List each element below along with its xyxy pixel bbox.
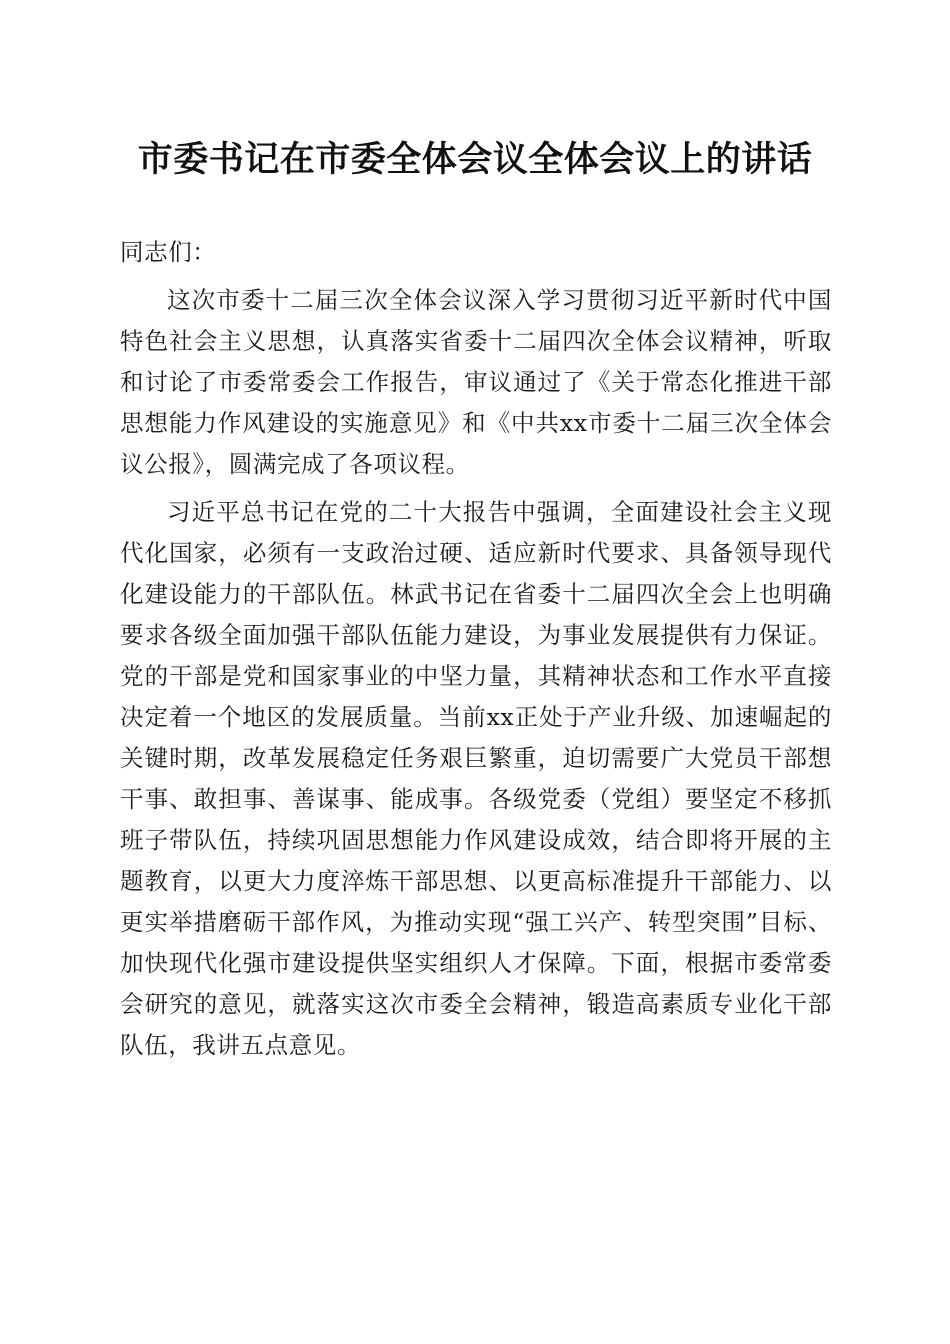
document-title: 市委书记在市委全体会议全体会议上的讲话 (137, 139, 813, 180)
paragraph-opening: 这次市委十二届三次全体会议深入学习贯彻习近平新时代中国特色社会主义思想，认真落实省委十二届四次全体会议精神，听取和讨论了市委常委会工作报告，审议通过了《关于常态化推进干部思想能力作风建设的实施意见》和《中共xx市委十二届三次全体会议公报》，圆满完成了各项议程。 (120, 286, 832, 478)
document-body (120, 232, 832, 1073)
salutation: 同志们： (120, 238, 217, 266)
paragraph-main: 习近平总书记在党的二十大报告中强调，全面建设社会主义现代化国家，必须有一支政治过硬、适应新时代要求、具备领导现代化建设能力的干部队伍。林武书记在省委十二届四次全会上也明确要求各级全面加强干部队伍能力建设，为事业发展提供有力保证。党的干部是党和国家事业的中坚力量，其精神状态和工作水平直接决定着一个地区的发展质量。当前xx正处于产业升级、加速崛起的关键时期，改革发展稳定任务艰巨繁重，迫切需要广大党员干部想干事、敢担事、善谋事、能成事。各级党委（党组）要坚定不移抓班子带队伍，持续巩固思想能力作风建设成效，结合即将开展的主题教育，以更大力度淬炼干部思想、以更高标准提升干部能力、以更实举措磨砺干部作风，为推动实现“强工兴产、转型突围”目标、加快现代化强市建设提供坚实组织人才保障。下面，根据市委常委会研究的意见，就落实这次市委全会精神，锻造高素质专业化干部队伍，我讲五点意见。 (120, 498, 832, 1059)
